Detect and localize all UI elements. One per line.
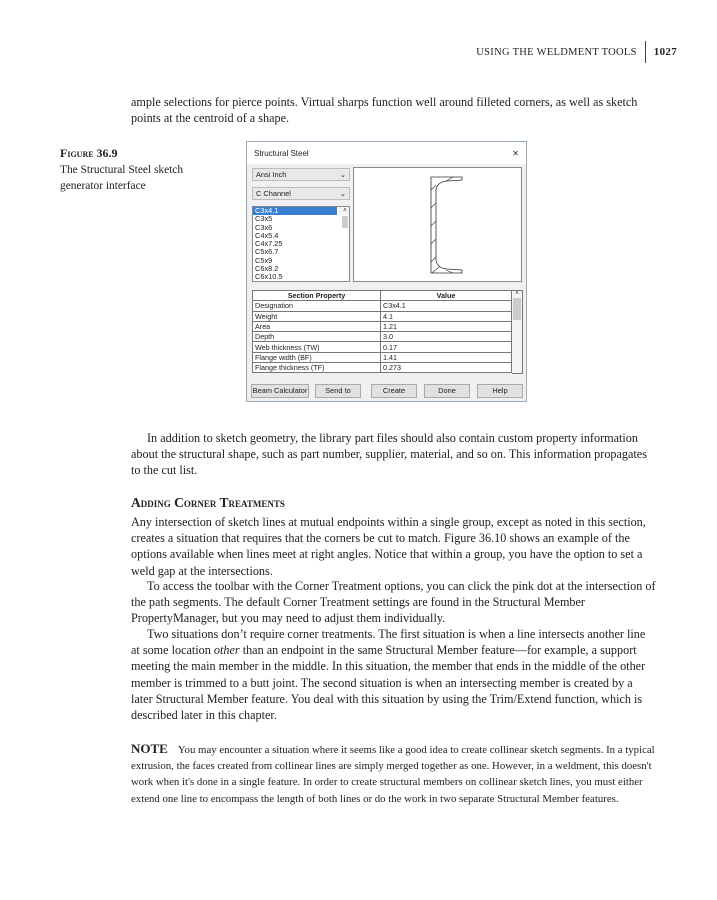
- property-value: 1.21: [381, 321, 512, 331]
- property-name: Flange width (BF): [253, 352, 381, 362]
- table-scrollbar[interactable]: ˄: [512, 290, 523, 374]
- table-row: [253, 301, 512, 311]
- property-name: Area: [253, 321, 381, 331]
- property-name: Depth: [253, 332, 381, 342]
- list-item[interactable]: C3x5: [255, 214, 273, 224]
- header-divider: [645, 41, 646, 63]
- page-number: 1027: [653, 46, 677, 58]
- done-button[interactable]: Done: [424, 384, 470, 398]
- send-to-button[interactable]: Send to: [315, 384, 361, 398]
- column-header: Section Property: [253, 291, 381, 301]
- note-label: NOTE: [131, 741, 168, 756]
- list-item[interactable]: C3x6: [255, 222, 273, 232]
- text: Two situations don’t require corner treatments. The first situation is when a line intersects another line at some location: [131, 627, 646, 658]
- help-button[interactable]: Help: [477, 384, 523, 398]
- column-header: Value: [381, 291, 512, 301]
- note-box: [131, 741, 656, 807]
- running-title: USING THE WELDMENT TOOLS: [476, 46, 637, 58]
- property-name: Flange thickness (TF): [253, 363, 381, 373]
- create-button[interactable]: Create: [371, 384, 417, 398]
- emphasis: other: [213, 643, 240, 658]
- standard-value: Ansi Inch: [256, 170, 287, 179]
- type-select[interactable]: [252, 187, 350, 200]
- property-name: Weight: [253, 311, 381, 321]
- paragraph: To access the toolbar with the Corner Treatment options, you can click the pink dot at the intersection of the path segments. The default Corner Treatment settings are found in the Structural Member PropertyManager, but you may need to adjust them individually.: [131, 579, 656, 626]
- paragraph: [131, 626, 656, 723]
- property-value: 0.17: [381, 342, 512, 352]
- dialog-title: Structural Steel: [254, 148, 309, 158]
- section-property-table: [252, 290, 512, 373]
- section-heading: Adding Corner Treatments: [131, 495, 285, 510]
- property-name: Designation: [253, 301, 381, 311]
- running-header: [476, 41, 677, 63]
- figure-caption-text: The Structural Steel sketch generator interface: [60, 164, 184, 192]
- structural-steel-dialog: [246, 141, 527, 402]
- list-item[interactable]: C3x4.1: [253, 207, 337, 215]
- list-item[interactable]: C6x10.5: [255, 272, 283, 282]
- text: than an endpoint in the same Structural Member feature—for example, a support meeting the main member in the middle. In this situation, the member that ends in the middle of the other member is trimmed to a butt joint. The second situation is when an intersecting member is created by a later Structural Member feature. You deal with this situation by using the Trim/Extend function, which is described later in this chapter.: [131, 643, 646, 723]
- section-preview: [353, 167, 522, 282]
- table-row: [253, 321, 512, 331]
- list-item[interactable]: C4x7.25: [255, 239, 283, 249]
- list-item[interactable]: C5x9: [255, 255, 273, 265]
- note-text: You may encounter a situation where it seems like a good idea to create collinear sketch segments. In a typical extrusion, the faces created from collinear lines are simply merged together as one. However, in a weldment, this doesn't work when it's done in a single feature. In order to create structural members on collinear sketch lines, you must either extend one line to encompass the length of both lines or do the work in two separate Structural Member features.: [131, 744, 655, 805]
- list-item[interactable]: C6x8.2: [255, 264, 279, 274]
- figure-label: Figure 36.9: [60, 146, 118, 160]
- size-list[interactable]: [252, 206, 350, 282]
- dialog-titlebar: [247, 142, 526, 164]
- table-row: [253, 332, 512, 342]
- paragraph: Any intersection of sketch lines at mutual endpoints within a single group, except as noted in this section, creates a situation that requires that the corners be cut to match. Figure 36.10 shows an example of the options available when lines meet at right angles. Notice that within a group, you have the option to set a weld gap at the intersections.: [131, 515, 646, 578]
- chevron-down-icon: ⌄: [339, 170, 346, 179]
- standard-select[interactable]: [252, 168, 350, 181]
- table-row: [253, 363, 512, 373]
- close-icon[interactable]: ✕: [512, 148, 519, 158]
- property-value: 0.273: [381, 363, 512, 373]
- paragraph: In addition to sketch geometry, the library part files should also contain custom property information about the structural shape, such as part number, supplier, material, and so on. This information propagates to the cut list.: [131, 431, 647, 478]
- property-value: 4.1: [381, 311, 512, 321]
- figure-caption: [60, 145, 190, 194]
- c-channel-shape: [354, 168, 523, 283]
- intro-paragraph: ample selections for pierce points. Virtual sharps function well around filleted corners, as well as sketch points at the centroid of a shape.: [131, 95, 638, 126]
- list-item[interactable]: C4x5.4: [255, 230, 279, 240]
- list-item[interactable]: C5x6.7: [255, 247, 279, 257]
- chevron-down-icon: ⌄: [339, 189, 346, 198]
- table-row: [253, 342, 512, 352]
- table-row: [253, 311, 512, 321]
- type-value: C Channel: [256, 189, 291, 198]
- property-name: Web thickness (TW): [253, 342, 381, 352]
- beam-calculator-button[interactable]: Beam Calculator: [251, 384, 309, 398]
- property-value: 3.0: [381, 332, 512, 342]
- list-scrollbar[interactable]: ˄: [339, 207, 349, 215]
- table-row: [253, 352, 512, 362]
- property-value: 1.41: [381, 352, 512, 362]
- property-value: C3x4.1: [381, 301, 512, 311]
